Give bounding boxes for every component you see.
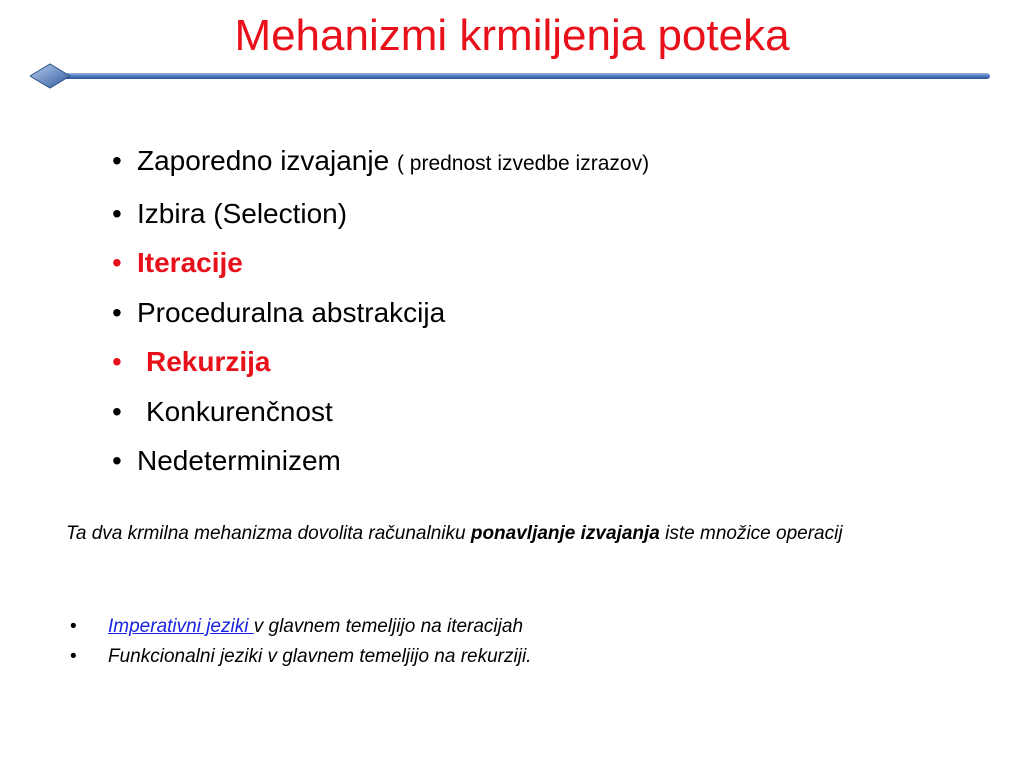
bullet-text: Konkurenčnost — [146, 395, 333, 427]
bullet-item: • Konkurenčnost — [112, 395, 333, 427]
main-bullet-list — [112, 136, 649, 486]
bullet-text: Zaporedno izvajanje — [137, 145, 390, 176]
paragraph-bold: ponavljanje izvajanja — [470, 523, 660, 544]
slide-title: Mehanizmi krmiljenja poteka — [234, 11, 790, 60]
bullet-text: Izbira (Selection) — [137, 197, 348, 229]
bullet-text: Iteracije — [137, 247, 243, 278]
bullet-text: Proceduralna abstrakcija — [137, 296, 446, 328]
title-underline — [30, 62, 992, 92]
bullet-item-highlighted: • Iteracije — [112, 247, 243, 278]
bullet-text: Rekurzija — [146, 346, 271, 377]
bullet-item: • Zaporedno izvajanje ( prednost izvedbe izrazov) — [112, 145, 650, 176]
sub-bullet-item: • Funkcionalni jeziki v glavnem temeljijo na rekurziji. — [70, 646, 532, 667]
paragraph-text-end: iste množice operacij — [659, 523, 843, 544]
sub-bullet-item: • Imperativni jeziki v glavnem temeljijo na iteracijah — [70, 616, 524, 637]
bullet-item: • Nedeterminizem — [112, 445, 341, 476]
bullet-note: ( prednost izvedbe izrazov) — [396, 152, 650, 175]
bullet-text: Nedeterminizem — [137, 445, 341, 476]
bullet-item: • Izbira (Selection) — [112, 197, 348, 229]
sub-bullet-list — [66, 612, 531, 672]
bullet-item: • Proceduralna abstrakcija — [112, 296, 446, 328]
bullet-item-highlighted: • Rekurzija — [112, 346, 271, 377]
sub-bullet-text: Funkcionalni jeziki v glavnem temeljijo na rekurziji. — [108, 646, 532, 667]
paragraph-text: Ta dva krmilna mehanizma dovolita računalniku — [66, 523, 471, 544]
imperative-languages-link[interactable]: Imperativni jeziki — [108, 616, 254, 637]
sub-bullet-text: v glavnem temeljijo na iteracijah — [253, 616, 524, 637]
explanation-paragraph — [66, 519, 966, 549]
